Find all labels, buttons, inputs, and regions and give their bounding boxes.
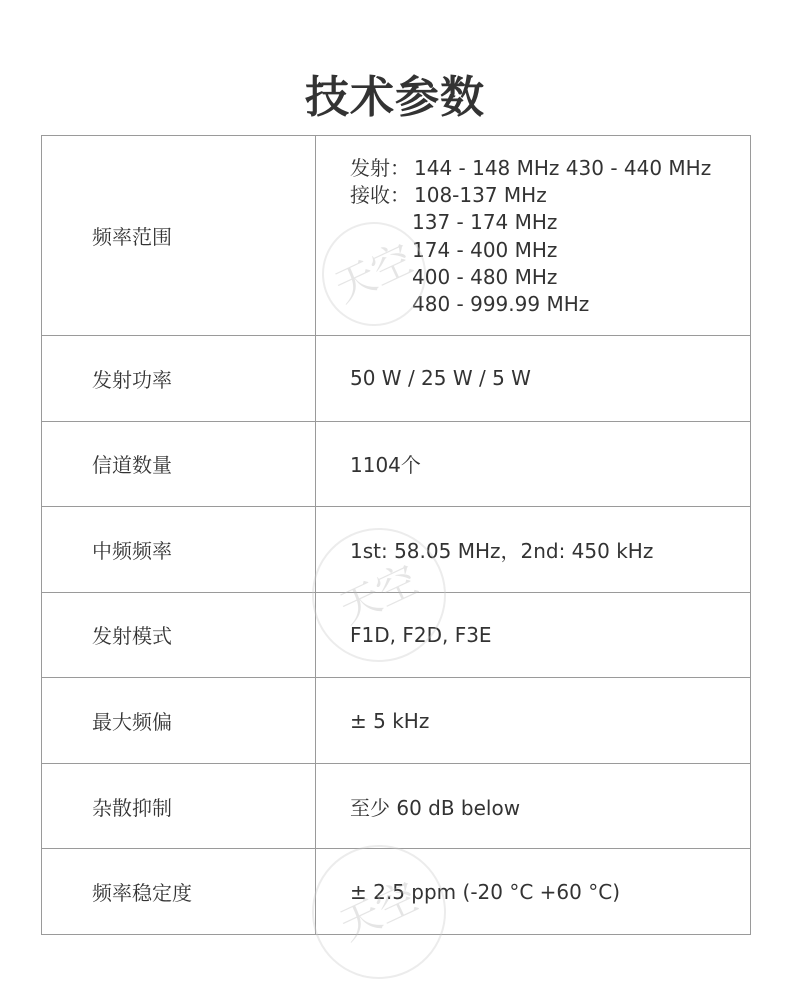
tx-range-line: [350, 155, 750, 182]
label-frequency-range: 频率范围: [42, 136, 316, 336]
value-if-freq: 1st: 58.05 MHz，2nd: 450 kHz: [316, 507, 751, 593]
rx-range-line: [350, 237, 750, 264]
watermark-logo: 天空: [290, 823, 468, 1001]
label-freq-stability: 频率稳定度: [42, 849, 316, 935]
rx-range-value: 480 - 999.99 MHz: [412, 292, 590, 317]
value-spurious: 至少 60 dB below: [316, 763, 751, 849]
table-row-frequency-range: [42, 136, 751, 336]
rx-range-line: [350, 291, 750, 318]
frequency-range-list: [350, 153, 750, 319]
value-tx-power: 50 W / 25 W / 5 W: [316, 336, 751, 422]
tx-prefix: 发射：: [350, 155, 410, 180]
rx-range-line: [350, 209, 750, 236]
rx-prefix: 接收：: [350, 182, 410, 207]
rx-range-value: 400 - 480 MHz: [412, 264, 558, 289]
label-if-freq: 中频频率: [42, 507, 316, 593]
label-spurious: 杂散抑制: [42, 763, 316, 849]
value-frequency-range: [316, 136, 751, 336]
watermark-logo: 天空: [290, 506, 468, 684]
table-row-if-freq: [42, 507, 751, 593]
label-max-deviation: 最大频偏: [42, 678, 316, 764]
value-channels: 1104个: [316, 421, 751, 507]
table-row-tx-power: [42, 336, 751, 422]
table-row-freq-stability: [42, 849, 751, 935]
rx-range-line: [350, 182, 750, 209]
table-row-tx-mode: [42, 592, 751, 678]
watermark-logo: 天空: [305, 205, 443, 343]
value-max-deviation: ± 5 kHz: [316, 678, 751, 764]
label-channels: 信道数量: [42, 421, 316, 507]
rx-range-value: 174 - 400 MHz: [412, 237, 558, 262]
rx-range-value: 108-137 MHz: [414, 182, 547, 207]
label-tx-power: 发射功率: [42, 336, 316, 422]
table-row-channels: [42, 421, 751, 507]
page-title: 技术参数: [305, 72, 485, 123]
rx-range-value: 137 - 174 MHz: [412, 210, 558, 235]
value-freq-stability: ± 2.5 ppm (-20 °C +60 °C): [316, 849, 751, 935]
value-tx-mode: F1D, F2D, F3E: [316, 592, 751, 678]
table-row-max-deviation: [42, 678, 751, 764]
tx-range-value: 144 - 148 MHz 430 - 440 MHz: [414, 155, 712, 180]
label-tx-mode: 发射模式: [42, 592, 316, 678]
table-row-spurious: [42, 763, 751, 849]
rx-range-line: [350, 264, 750, 291]
spec-table: [41, 135, 751, 935]
